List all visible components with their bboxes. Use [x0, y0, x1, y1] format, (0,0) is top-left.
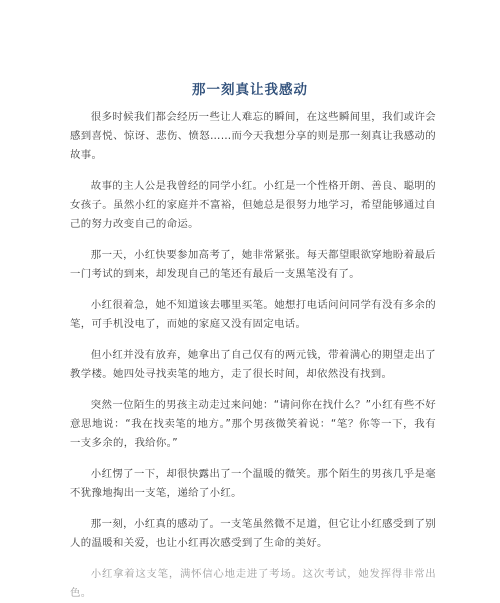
paragraph-5: 但小红并没有放弃，她拿出了自己仅有的两元钱，带着满心的期望走出了教学楼。她四处寻找卖笔的地方，走了很长时间，却依然没有找到。 [70, 349, 436, 380]
article-body [70, 108, 436, 599]
paragraph-7: 小红愣了一下，却很快露出了一个温暖的微笑。那个陌生的男孩几乎是毫不犹豫地掏出一支笔，递给了小红。 [70, 468, 436, 499]
paragraph-4: 小红很着急，她不知道该去哪里买笔。她想打电话问问同学有没有多余的笔，可手机没电了，而她的家庭又没有固定电话。 [70, 299, 436, 330]
paragraph-2: 故事的主人公是我曾经的同学小红。小红是一个性格开朗、善良、聪明的女孩子。虽然小红的家庭并不富裕，但她总是很努力地学习，希望能够通过自己的努力改变自己的命运。 [70, 180, 436, 230]
paragraph-8: 那一刻，小红真的感动了。一支笔虽然微不足道，但它让小红感受到了别人的温暖和关爱，也让小红再次感受到了生命的美好。 [70, 518, 436, 549]
paragraph-6: 突然一位陌生的男孩主动走过来问她：“请问你在找什么？”小红有些不好意思地说：“我在找卖笔的地方。”那个男孩微笑着说：“笔？你等一下，我有一支多余的，我给你。” [70, 399, 436, 449]
article-title: 那一刻真让我感动 [192, 82, 308, 98]
paragraph-1: 很多时候我们都会经历一些让人难忘的瞬间，在这些瞬间里，我们或许会感到喜悦、惊讶、悲伤、愤怒……而今天我想分享的则是那一刻真让我感动的故事。 [70, 111, 436, 161]
paragraph-9: 小红拿着这支笔，满怀信心地走进了考场。这次考试，她发挥得非常出色。 [70, 568, 436, 599]
paragraph-3: 那一天，小红快要参加高考了，她非常紧张。每天都望眼欲穿地盼着最后一门考试的到来，却发现自己的笔还有最后一支黑笔没有了。 [70, 249, 436, 280]
